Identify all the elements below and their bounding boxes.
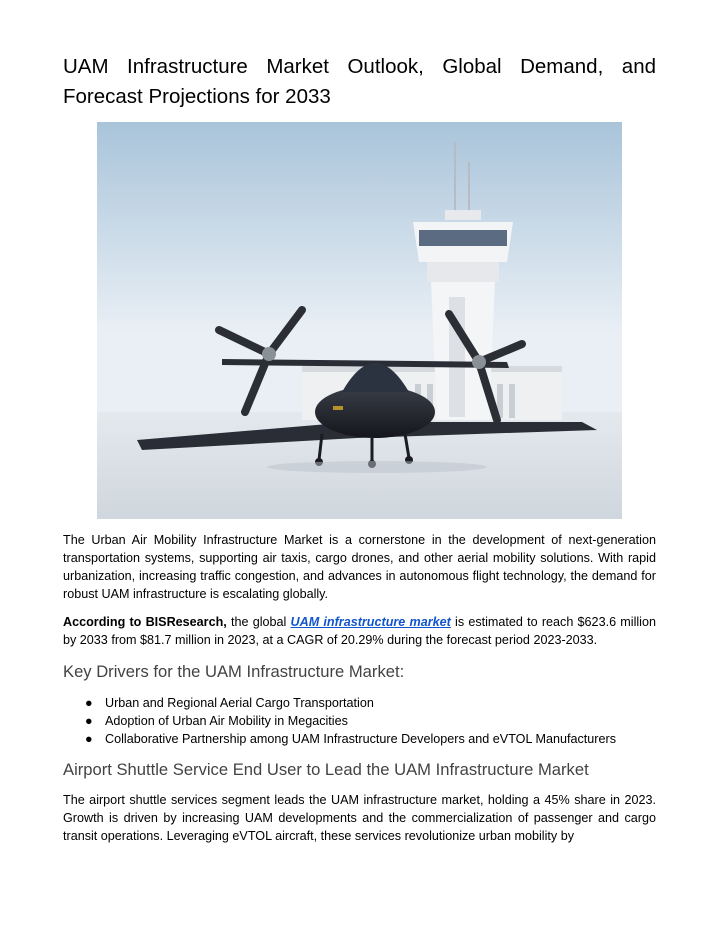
uam-infrastructure-market-link[interactable]: UAM infrastructure market	[290, 615, 451, 629]
list-item-label: Adoption of Urban Air Mobility in Megacities	[105, 714, 348, 728]
bullet-icon: ●	[85, 732, 93, 746]
forecast-paragraph	[63, 613, 656, 649]
list-item-label: Urban and Regional Aerial Cargo Transportation	[105, 696, 374, 710]
forecast-text-before: the global	[226, 615, 291, 629]
list-item	[63, 712, 616, 730]
evtol-aircraft-airport-tower-illustration	[97, 122, 622, 519]
forecast-text-after: is estimated to reach $623.6 million by 2033 from $81.7 million in 2023, at a CAGR of 20.29% during the forecast period 2023-2033.	[63, 615, 656, 647]
airport-shuttle-paragraph: The airport shuttle services segment leads the UAM infrastructure market, holding a 45% share in 2023. Growth is driven by increasing UAM developments and the commercialization of passenger and cargo transit operations. Leveraging eVTOL aircraft, these services revolutionize urban mobility by	[63, 793, 656, 843]
airport-shuttle-heading: Airport Shuttle Service End User to Lead the UAM Infrastructure Market	[63, 760, 589, 779]
bullet-icon: ●	[85, 696, 93, 710]
drivers-list	[63, 694, 616, 748]
bullet-icon: ●	[85, 714, 93, 728]
hero-image	[97, 122, 622, 519]
list-item-label: Collaborative Partnership among UAM Infrastructure Developers and eVTOL Manufacturers	[105, 732, 616, 746]
bisresearch-lead: According to BISResearch,	[63, 615, 227, 629]
list-item	[63, 730, 616, 748]
page-title: UAM Infrastructure Market Outlook, Global Demand, and Forecast Projections for 2033	[63, 55, 656, 108]
intro-paragraph: The Urban Air Mobility Infrastructure Market is a cornerstone in the development of next-generation transportation systems, supporting air taxis, cargo drones, and other aerial mobility solutions. With rapid urbanization, increasing traffic congestion, and advances in autonomous flight technology, the demand for robust UAM infrastructure is escalating globally.	[63, 533, 656, 601]
list-item	[63, 694, 616, 712]
key-drivers-heading: Key Drivers for the UAM Infrastructure Market:	[63, 662, 405, 681]
